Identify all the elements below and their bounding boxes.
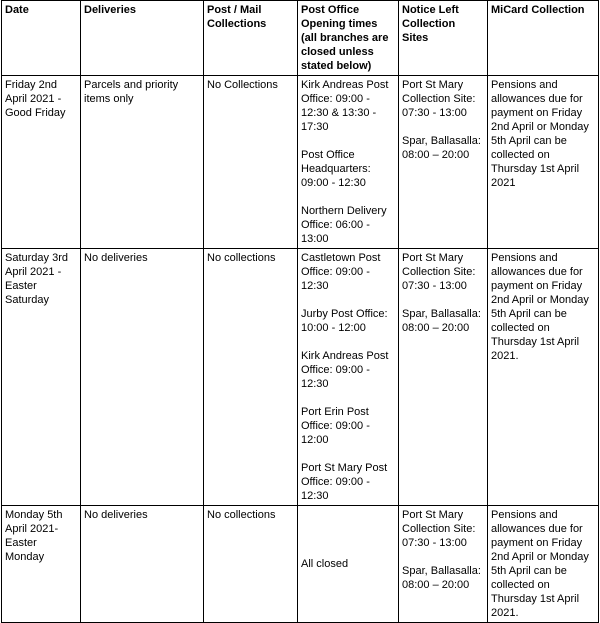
deliveries-cell: No deliveries xyxy=(81,506,204,623)
notice-left-cell xyxy=(399,76,488,249)
post-office-entry: Kirk Andreas Post Office: 09:00 - 12:30 xyxy=(301,350,389,390)
post-office-cell xyxy=(298,506,399,623)
collections-cell: No collections xyxy=(204,249,298,506)
collections-cell: No collections xyxy=(204,506,298,623)
notice-left-entry: Port St Mary Collection Site: 07:30 - 13:00 xyxy=(402,509,476,549)
date-cell: Friday 2nd April 2021 - Good Friday xyxy=(2,76,81,249)
notice-left-cell xyxy=(399,249,488,506)
header-notice-left-collection-sites: Notice Left Collection Sites xyxy=(399,1,488,76)
notice-left-entry: Spar, Ballasalla: 08:00 – 20:00 xyxy=(402,308,481,334)
collections-cell: No Collections xyxy=(204,76,298,249)
notice-left-entry: Port St Mary Collection Site: 07:30 - 13:00 xyxy=(402,79,476,119)
post-office-entry: Post Office Headquarters: 09:00 - 12:30 xyxy=(301,149,371,189)
table-row xyxy=(2,249,599,506)
post-office-entry: Northern Delivery Office: 06:00 - 13:00 xyxy=(301,205,387,245)
deliveries-cell: Parcels and priority items only xyxy=(81,76,204,249)
post-office-cell xyxy=(298,76,399,249)
notice-left-cell xyxy=(399,506,488,623)
header-post-mail-collections: Post / Mail Collections xyxy=(204,1,298,76)
date-cell: Saturday 3rd April 2021 - Easter Saturday xyxy=(2,249,81,506)
deliveries-cell: No deliveries xyxy=(81,249,204,506)
notice-left-entry: Spar, Ballasalla: 08:00 – 20:00 xyxy=(402,135,481,161)
micard-cell: Pensions and allowances due for payment on Friday 2nd April or Monday 5th April can be collected on Thursday 1st April 2021. xyxy=(488,249,599,506)
date-cell: Monday 5th April 2021- Easter Monday xyxy=(2,506,81,623)
header-date: Date xyxy=(2,1,81,76)
post-office-cell xyxy=(298,249,399,506)
micard-cell: Pensions and allowances due for payment on Friday 2nd April or Monday 5th April can be collected on Thursday 1st April 2021. xyxy=(488,506,599,623)
post-office-entry: Castletown Post Office: 09:00 - 12:30 xyxy=(301,252,381,292)
header-micard-collection: MiCard Collection xyxy=(488,1,599,76)
post-office-entry: All closed xyxy=(301,558,349,570)
table-row xyxy=(2,506,599,623)
post-office-entry: Kirk Andreas Post Office: 09:00 - 12:30 & 13:30 - 17:30 xyxy=(301,79,389,133)
notice-left-entry: Port St Mary Collection Site: 07:30 - 13:00 xyxy=(402,252,476,292)
post-office-entry: Port Erin Post Office: 09:00 - 12:00 xyxy=(301,406,370,446)
header-post-office-opening-times: Post Office Opening times (all branches are closed unless stated below) xyxy=(298,1,399,76)
post-office-entry: Jurby Post Office: 10:00 - 12:00 xyxy=(301,308,388,334)
header-deliveries: Deliveries xyxy=(81,1,204,76)
post-office-entry: Port St Mary Post Office: 09:00 - 12:30 xyxy=(301,462,388,502)
holiday-schedule-table xyxy=(1,0,599,623)
table-row xyxy=(2,76,599,249)
header-row xyxy=(2,1,599,76)
micard-cell: Pensions and allowances due for payment on Friday 2nd April or Monday 5th April can be collected on Thursday 1st April 2021 xyxy=(488,76,599,249)
notice-left-entry: Spar, Ballasalla: 08:00 – 20:00 xyxy=(402,565,481,591)
